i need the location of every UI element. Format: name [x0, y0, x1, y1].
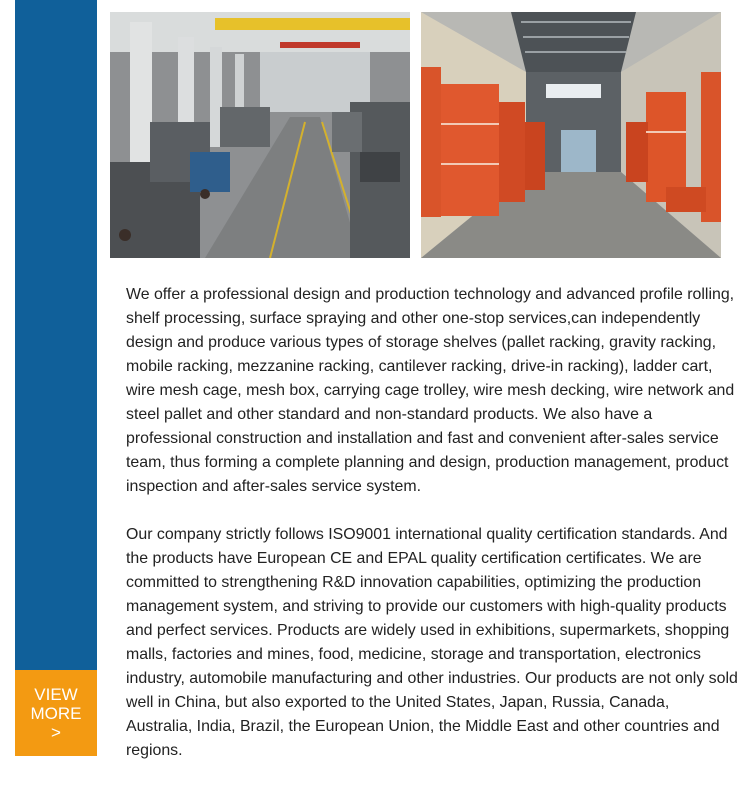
description-paragraph-2: Our company strictly follows ISO9001 international quality certification standards. And the products have European CE and EPAL quality certification certificates. We are committed to strengthening R&D innovation capabilities, optimizing the production management system, and striving to provide our customers with high-quality products and perfect services. Products are widely used in exhibitions, supermarkets, shopping malls, factories and mines, food, medicine, storage and transportation, electronics industry, automobile manufacturing and other industries. Our products are not only sold well in China, but also exported to the United States, Japan, Russia, Canada, Australia, India, Brazil, the European Union, the Middle East and other countries and regions.: [126, 526, 738, 759]
view-more-button[interactable]: [15, 670, 97, 756]
sidebar-accent-bar: [15, 0, 97, 670]
factory-workshop-photo: [110, 12, 410, 258]
view-more-label-line2: MORE: [30, 703, 82, 723]
company-description: [126, 283, 738, 787]
view-more-arrow-icon: >: [51, 722, 61, 742]
description-paragraph-1: We offer a professional design and production technology and advanced profile rolling, shelf processing, surface spraying and other one-stop services,can independently design and produce various types of storage shelves (pallet racking, gravity racking, mobile racking, mezzanine racking, cantilever racking, drive-in racking), ladder cart, wire mesh cage, mesh box, carrying cage trolley, wire mesh decking, wire network and steel pallet and other standard and non-standard products. We also have a professional construction and installation and fast and convenient after-sales service team, thus forming a complete planning and design, production management, product inspection and after-sales service system.: [126, 286, 735, 495]
view-more-label-line1: VIEW: [34, 684, 78, 704]
warehouse-racking-photo: [421, 12, 721, 258]
